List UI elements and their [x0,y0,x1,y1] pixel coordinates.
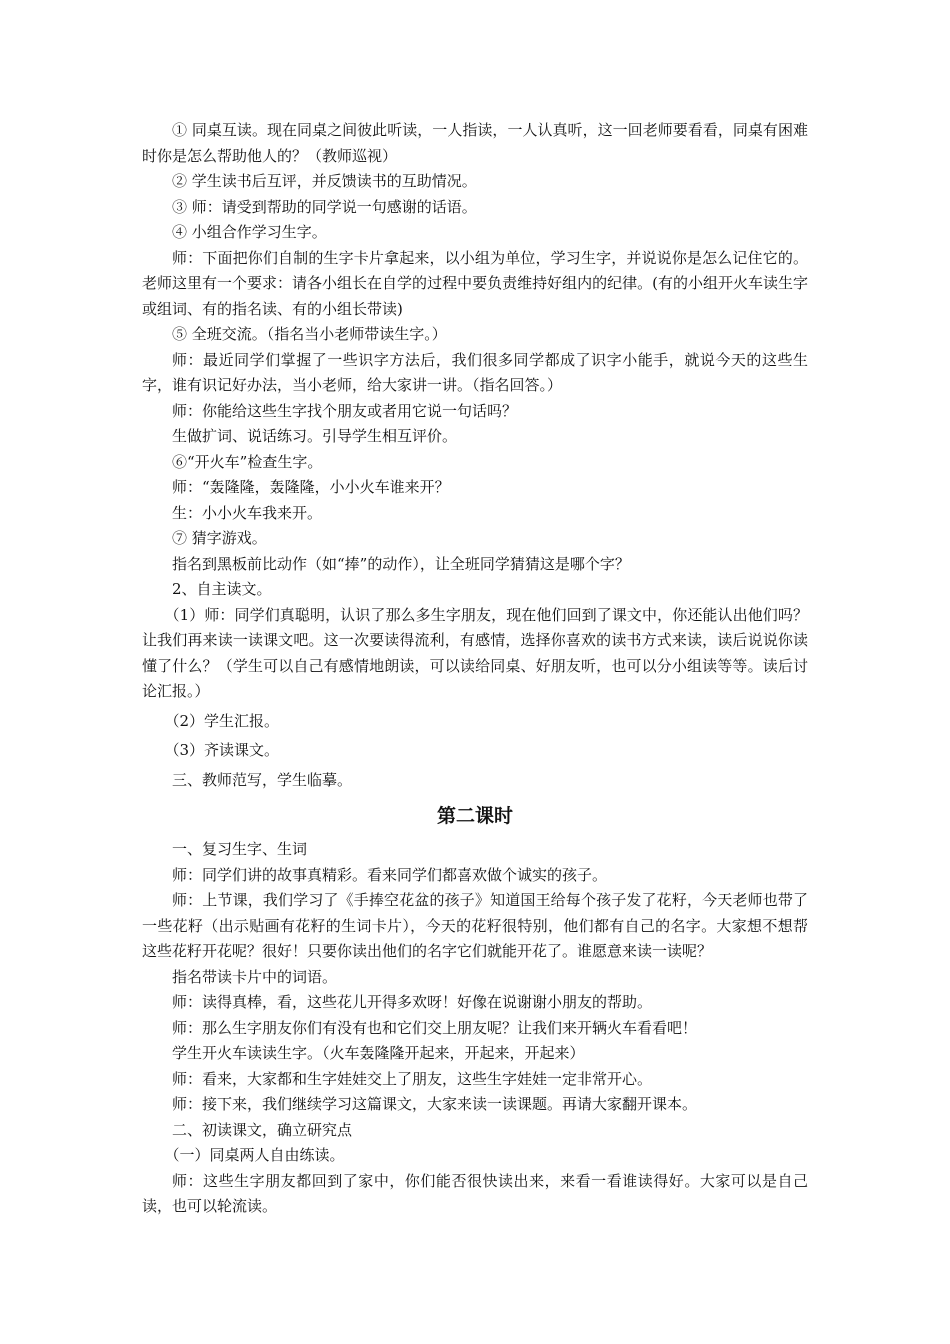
paragraph: 生：小小火车我来开。 [172,503,323,522]
paragraph: 师：下面把你们自制的生字卡片拿起来，以小组为单位，学习生字，并说说你是怎么记住它的。老师这里有一个要求：请各小组长在自学的过程中要负责维持好组内的纪律。(有的小组开火车读生字或组词、有的指名读、有的小组长带读) [142,248,808,318]
paragraph: 学生开火车读读生字。（火车轰隆隆开起来，开起来，开起来） [172,1044,585,1062]
paragraph: 生做扩词、说话练习。引导学生相互评价。 [172,427,458,445]
paragraph: 师：最近同学们掌握了一些识字方法后，我们很多同学都成了识字小能手，就说今天的这些生字，谁有识记好办法，当小老师，给大家讲一讲。（指名回答。） [142,350,808,394]
paragraph: （3）齐读课文。 [164,741,280,759]
paragraph: 师：同学们讲的故事真精彩。看来同学们都喜欢做个诚实的孩子。 [172,865,608,884]
paragraph: ④ 小组合作学习生字。 [172,223,327,241]
paragraph: 师：“轰隆隆，轰隆隆，小小火车谁来开？ [172,478,450,496]
paragraph: 师：接下来，我们继续学习这篇课文，大家来读一读课题。再请大家翻开课本。 [172,1095,698,1113]
paragraph: ⑤ 全班交流。（指名当小老师带读生字。） [172,325,447,343]
paragraph: 师：看来，大家都和生字娃娃交上了朋友，这些生字娃娃一定非常开心。 [172,1069,653,1088]
paragraph: （一）同桌两人自由练读。 [164,1146,345,1164]
paragraph: （2）学生汇报。 [164,711,280,730]
paragraph: 师：上节课，我们学习了《手捧空花盆的孩子》知道国王给每个孩子发了花籽，今天老师也带了一些花籽（出示贴画有花籽的生词卡片），今天的花籽很特别，他们都有自己的名字。大家想不想帮这些花籽开花呢？很好！只要你读出他们的名字它们就能开花了。谁愿意来读一读呢？ [142,891,808,960]
paragraph: 三、教师范写，学生临摹。 [172,770,353,789]
paragraph: 指名带读卡片中的词语。 [172,967,338,986]
paragraph: 指名到黑板前比动作（如“捧”的动作），让全班同学猜猜这是哪个字？ [172,554,630,573]
paragraph: （1）师：同学们真聪明，认识了那么多生字朋友，现在他们回到了课文中，你还能认出他们吗？让我们再来读一读课文吧。这一次要读得流利，有感情，选择你喜欢的读书方式来读，读后说说你读懂了什么？（学生可以自己有感情地朗读，可以读给同桌、好朋友听，也可以分小组读等等。读后讨论汇报。） [142,605,808,700]
document-page [142,118,808,1220]
paragraph: ② 学生读书后互评，并反馈读书的互助情况。 [172,172,477,190]
paragraph: 一、复习生字、生词 [172,840,308,858]
paragraph: 师：那么生字朋友你们有没有也和它们交上朋友呢？让我们来开辆火车看看吧！ [172,1018,698,1037]
paragraph: ③ 师：请受到帮助的同学说一句感谢的话语。 [172,197,477,216]
paragraph: 二、初读课文，确立研究点 [172,1120,353,1139]
paragraph: ⑦ 猜字游戏。 [172,529,267,547]
paragraph: ⑥“开火车”检查生字。 [172,452,323,471]
paragraph: 师：你能给这些生字找个朋友或者用它说一句话吗？ [172,401,518,420]
paragraph: 师：读得真棒，看，这些花儿开得多欢呀！好像在说谢谢小朋友的帮助。 [172,993,653,1011]
paragraph: ① 同桌互读。现在同桌之间彼此听读，一人指读，一人认真听，这一回老师要看看，同桌有困难时你是怎么帮助他人的？（教师巡视） [142,121,808,165]
paragraph: 师：这些生字朋友都回到了家中，你们能否很快读出来，来看一看谁读得好。大家可以是自己读，也可以轮流读。 [142,1171,808,1215]
section-title: 第二课时 [436,805,513,827]
paragraph: 2、自主读文。 [172,580,272,598]
